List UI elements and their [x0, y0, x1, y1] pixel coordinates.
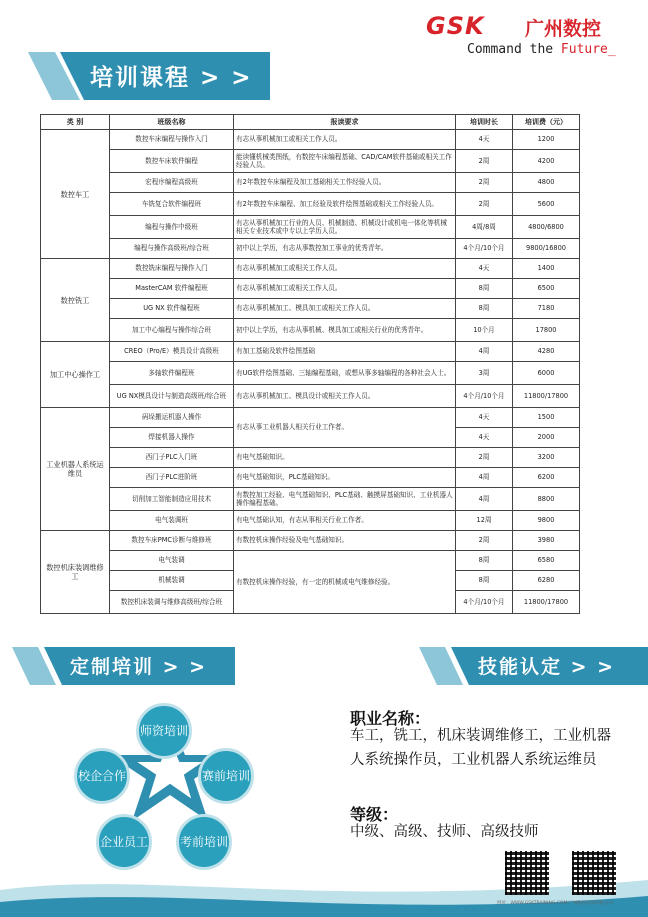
- petal-pre-competition-training: 赛前培训: [198, 748, 254, 804]
- class-name-cell: 宏程序编程高级班: [110, 173, 234, 193]
- fee-cell: 1200: [513, 130, 580, 150]
- duration-cell: 2周: [456, 150, 513, 173]
- requirement-cell: 初中以上学历，有志从事机械、模具加工或相关行业的优秀青年。: [234, 319, 456, 342]
- table-row: [41, 511, 580, 531]
- class-name-cell: 编程与操作高级班/综合班: [110, 239, 234, 259]
- duration-cell: 4天: [456, 130, 513, 150]
- custom-banner-title: 定制培训 > >: [70, 656, 208, 678]
- fee-cell: 5600: [513, 193, 580, 216]
- category-cell: 工业机器人系统运维员: [41, 408, 110, 531]
- gsk-logo: GSK: [426, 12, 485, 40]
- fee-cell: 6200: [513, 468, 580, 488]
- class-name-cell: 机械装调: [110, 571, 234, 591]
- requirement-cell: 有电气基础认知，有志从事相关行业工作者。: [234, 511, 456, 531]
- requirement-cell: 有2年数控车床编程及加工基础相关工作经验人员。: [234, 173, 456, 193]
- fee-cell: 3200: [513, 448, 580, 468]
- class-name-cell: 数控车床编程与操作入门: [110, 130, 234, 150]
- table-row: [41, 468, 580, 488]
- fee-cell: 1400: [513, 259, 580, 279]
- table-row: [41, 385, 580, 408]
- table-row: [41, 319, 580, 342]
- fee-cell: 3980: [513, 531, 580, 551]
- fee-cell: 4800/6800: [513, 216, 580, 239]
- requirement-cell: 有志从事机械加工或相关工作人员。: [234, 259, 456, 279]
- requirement-cell: 有志从事机械加工或相关工作人员。: [234, 130, 456, 150]
- qr-code-left: [505, 851, 549, 895]
- category-cell: 数控机床装调维修工: [41, 531, 110, 614]
- petal-pre-exam-training: 考前培训: [176, 814, 232, 870]
- class-name-cell: 车铣复合软件编程班: [110, 193, 234, 216]
- table-row: [41, 551, 580, 571]
- class-name-cell: 电气装调: [110, 551, 234, 571]
- class-name-cell: 西门子PLC入门班: [110, 448, 234, 468]
- duration-cell: 4周: [456, 342, 513, 362]
- class-name-cell: 数控机床装调与维修高级班/综合班: [110, 591, 234, 614]
- table-row: [41, 488, 580, 511]
- header-duration: 培训时长: [456, 115, 513, 130]
- table-row: [41, 299, 580, 319]
- table-row: [41, 239, 580, 259]
- fee-cell: 6000: [513, 362, 580, 385]
- qr-code-right: [572, 851, 616, 895]
- class-name-cell: UG NX模具设计与制造高级班/综合班: [110, 385, 234, 408]
- fee-cell: 4800: [513, 173, 580, 193]
- table-row: [41, 531, 580, 551]
- occupation-label: 职业名称：: [350, 709, 431, 728]
- class-name-cell: CREO（Pro/E）模具设计高级班: [110, 342, 234, 362]
- class-name-cell: 数控车床软件编程: [110, 150, 234, 173]
- requirement-cell: 有志从事机械加工或相关工作人员。: [234, 279, 456, 299]
- requirement-cell: 有电气基础知识，PLC基础知识。: [234, 468, 456, 488]
- duration-cell: 12周: [456, 511, 513, 531]
- table-row: [41, 216, 580, 239]
- header-category: 类 别: [41, 115, 110, 130]
- fee-cell: 4280: [513, 342, 580, 362]
- duration-cell: 2周: [456, 448, 513, 468]
- requirement-cell: 有UG软件绘图基础、三轴编程基础，或想从事多轴编程的各种社会人士。: [234, 362, 456, 385]
- duration-cell: 3周: [456, 362, 513, 385]
- duration-cell: 4个月/10个月: [456, 591, 513, 614]
- table-row: [41, 342, 580, 362]
- class-name-cell: 西门子PLC进阶班: [110, 468, 234, 488]
- duration-cell: 4周: [456, 468, 513, 488]
- class-name-cell: 焊接机器人操作: [110, 428, 234, 448]
- level-label: 等级：: [350, 805, 399, 824]
- requirement-cell: 有数控机床操作经验及电气基础知识。: [234, 531, 456, 551]
- fee-cell: 4200: [513, 150, 580, 173]
- tagline-b: Future_: [560, 42, 616, 57]
- duration-cell: 4天: [456, 428, 513, 448]
- occupation-value: 车工，铣工，机床装调维修工，工业机器人系统操作员，工业机器人系统运维员: [350, 728, 611, 768]
- class-name-cell: 切削加工智能制造应用技术: [110, 488, 234, 511]
- fee-cell: 11800/17800: [513, 385, 580, 408]
- fee-cell: 6280: [513, 571, 580, 591]
- fee-cell: 11800/17800: [513, 591, 580, 614]
- table-header-row: [41, 115, 580, 130]
- duration-cell: 2周: [456, 173, 513, 193]
- duration-cell: 4个月/10个月: [456, 385, 513, 408]
- fee-cell: 1500: [513, 408, 580, 428]
- fee-cell: 2000: [513, 428, 580, 448]
- requirement-cell: 有数控机床操作经验，有一定的机械或电气维修经验。: [234, 551, 456, 614]
- requirement-cell: 有志从事工业机器人相关行业工作者。: [234, 408, 456, 448]
- duration-cell: 8周: [456, 279, 513, 299]
- bottom-wave: [0, 860, 648, 917]
- table-row: [41, 150, 580, 173]
- petal-enterprise-staff: 企业员工: [96, 814, 152, 870]
- duration-cell: 4天: [456, 259, 513, 279]
- fee-cell: 6580: [513, 551, 580, 571]
- duration-cell: 2周: [456, 531, 513, 551]
- header-class-name: 班级名称: [110, 115, 234, 130]
- table-row: [41, 279, 580, 299]
- footer-website: 网址：WWW.GSKTRAINING.COM: [497, 901, 568, 906]
- fee-cell: 9800/16800: [513, 239, 580, 259]
- requirement-cell: 有数控加工经验、电气基础知识、PLC基础、触摸屏基础知识、工业机器人操作编程基础。: [234, 488, 456, 511]
- fee-cell: 8800: [513, 488, 580, 511]
- class-name-cell: 加工中心编程与操作综合班: [110, 319, 234, 342]
- table-row: [41, 193, 580, 216]
- requirement-cell: 能读懂机械类图纸，有数控车床编程基础、CAD/CAM软件基础或相关工作经验人员。: [234, 150, 456, 173]
- duration-cell: 4周: [456, 488, 513, 511]
- table-row: [41, 173, 580, 193]
- training-banner-title: 培训课程 > >: [90, 65, 253, 91]
- duration-cell: 8周: [456, 551, 513, 571]
- requirement-cell: 有志从事机械加工、模具加工或相关工作人员。: [234, 299, 456, 319]
- fee-cell: 9800: [513, 511, 580, 531]
- duration-cell: 4天: [456, 408, 513, 428]
- fee-cell: 7180: [513, 299, 580, 319]
- table-row: [41, 448, 580, 468]
- class-name-cell: 数控车床PMC诊断与维修班: [110, 531, 234, 551]
- level-value: 中级、高级、技师、高级技师: [350, 824, 539, 840]
- fee-cell: 17800: [513, 319, 580, 342]
- table-row: [41, 362, 580, 385]
- duration-cell: 2周: [456, 193, 513, 216]
- footer-company: 广州数控培训有限公司: [568, 901, 613, 906]
- class-name-cell: 多轴软件编程班: [110, 362, 234, 385]
- company-name-logo: 广州数控: [525, 18, 602, 40]
- tagline: [467, 42, 616, 57]
- class-name-cell: UG NX 软件编程班: [110, 299, 234, 319]
- class-name-cell: MasterCAM 软件编程班: [110, 279, 234, 299]
- tagline-a: Command the: [467, 42, 561, 57]
- table-row: [41, 408, 580, 428]
- class-name-cell: 电气装调班: [110, 511, 234, 531]
- class-name-cell: 编程与操作中级班: [110, 216, 234, 239]
- category-cell: 数控车工: [41, 130, 110, 259]
- petal-school-enterprise: 校企合作: [74, 748, 130, 804]
- requirement-cell: 有2年数控车床编程、加工经验及软件绘图基础或相关工作经验人员。: [234, 193, 456, 216]
- petal-teacher-training: 师资培训: [136, 703, 192, 759]
- category-cell: 加工中心操作工: [41, 342, 110, 408]
- header-requirements: 报读要求: [234, 115, 456, 130]
- duration-cell: 4个月/10个月: [456, 239, 513, 259]
- requirement-cell: 初中以上学历，有志从事数控加工事业的优秀青年。: [234, 239, 456, 259]
- class-name-cell: 数控铣床编程与操作入门: [110, 259, 234, 279]
- duration-cell: 8周: [456, 299, 513, 319]
- requirement-cell: 有电气基础知识。: [234, 448, 456, 468]
- duration-cell: 8周: [456, 571, 513, 591]
- requirement-cell: 有志从事机械加工、模具设计或相关工作人员。: [234, 385, 456, 408]
- table-row: [41, 130, 580, 150]
- duration-cell: 10个月: [456, 319, 513, 342]
- duration-cell: 4周/8周: [456, 216, 513, 239]
- table-row: [41, 259, 580, 279]
- class-name-cell: 码垛搬运机器人操作: [110, 408, 234, 428]
- fee-cell: 6500: [513, 279, 580, 299]
- skill-banner-title: 技能认定 > >: [478, 656, 616, 678]
- requirement-cell: 有加工基础及软件绘图基础: [234, 342, 456, 362]
- header-fee: 培训费（元）: [513, 115, 580, 130]
- course-table: [40, 114, 580, 614]
- requirement-cell: 有志从事机械加工行业的人员、机械制造、机械设计或机电一体化等机械相关专业技术或中专以上学历人员。: [234, 216, 456, 239]
- category-cell: 数控铣工: [41, 259, 110, 342]
